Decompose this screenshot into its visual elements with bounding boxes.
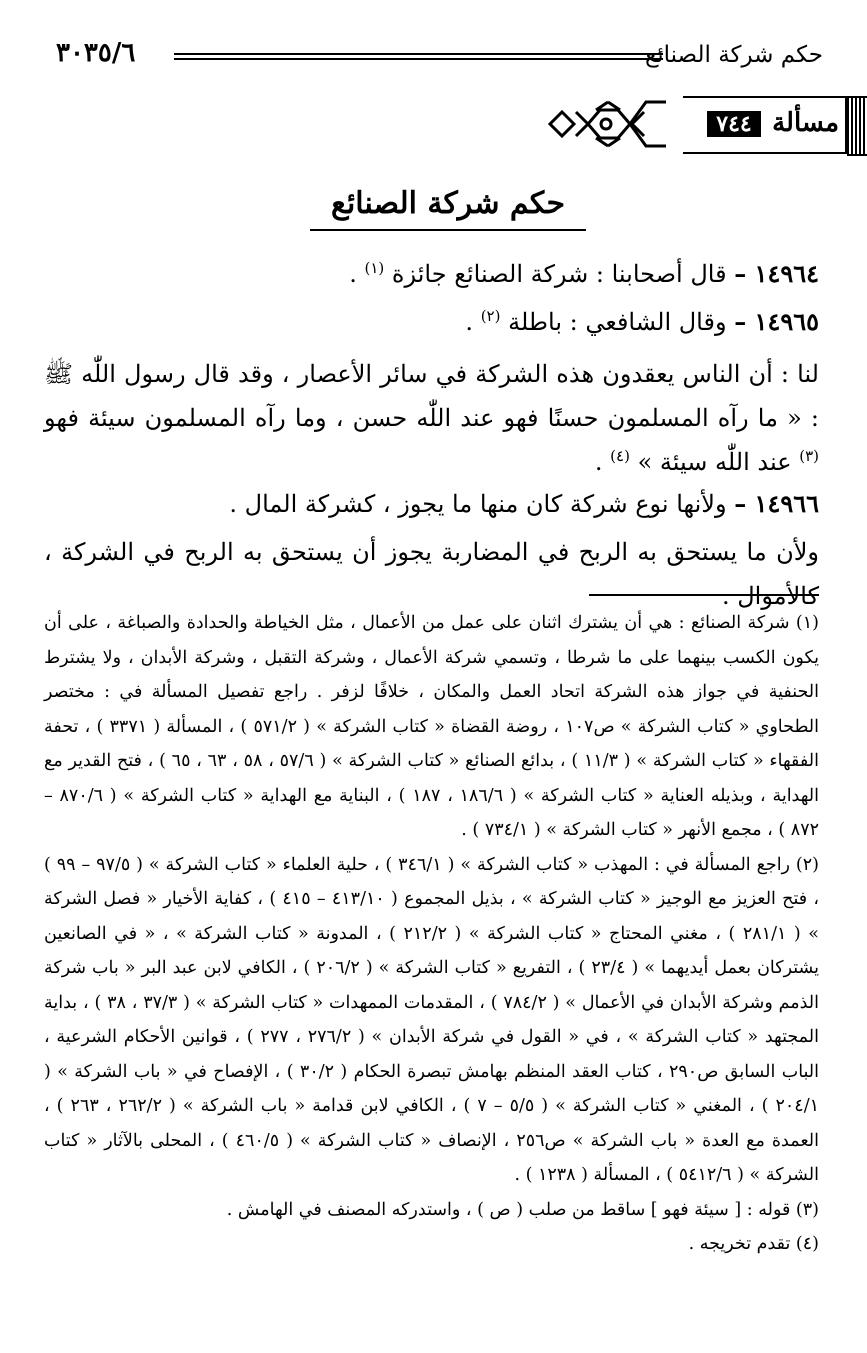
paragraph-text: ولأن ما يستحق به الربح في المضاربة يجوز أن يستحق به الربح في الشركة ، كالأموال . [44, 538, 819, 610]
paragraph-number: ١٤٩٦٦ – [734, 489, 819, 518]
chapter-title: حكم شركة الصنائع [310, 186, 586, 231]
paragraph-text: وقال الشافعي : باطلة [508, 308, 735, 336]
paragraph-end: . [594, 448, 611, 476]
paragraph-text: ولأنها نوع شركة كان منها ما يجوز ، كشركة المال . [229, 490, 735, 518]
running-title: حكم شركة الصنائع [644, 42, 823, 68]
paragraph-14966 [44, 482, 819, 526]
footnotes [44, 606, 819, 1262]
banner-box [683, 96, 847, 154]
issue-banner [548, 96, 867, 154]
paragraph-profit [44, 530, 819, 618]
issue-label: مسألة [772, 108, 839, 138]
header-rule [174, 53, 663, 60]
paragraph-14965 [44, 300, 819, 344]
paragraph-number: ١٤٩٦٤ – [734, 259, 819, 288]
paragraph-text: لنا : أن الناس يعقدون هذه الشركة في سائر الأعصار ، وقد قال رسول اللّٰه ﷺ : « ما رآه المسلمون حسنًا فهو عند اللّٰه حسن ، وما رآه المسلمون سيئة فهو [44, 360, 819, 432]
footnote-3: (٣) قوله : [ سيئة فهو ] ساقط من صلب ( ص ) ، واستدركه المصنف في الهامش . [226, 1199, 819, 1220]
issue-number: ٧٤٤ [707, 111, 761, 137]
footnote-ref-1: (١) [364, 259, 385, 277]
paragraph-end: . [465, 308, 481, 336]
footnote-2: (٢) راجع المسألة في : المهذب « كتاب الشركة » ( ٣٤٦/١ ) ، حلية العلماء « كتاب الشركة » ( ٩٧/٥ – ٩٩ ) ، فتح العزيز مع الوجيز « كتاب الشركة » ، بذيل المجموع ( ٤١٣/١٠ – ٤١٥ ) ، كفاية الأخيار « فصل الشركة » ( ٢٨١/١ ) ، مغني المحتاج « كتاب الشركة » ( ٢١٢/٢ ) ، المدونة « كتاب الشركة » ، « في الصانعين يشتركان بعمل أيديهما » ( ٢٣/٤ ) ، التفريع « كتاب الشركة » ( ٢٠٦/٢ ) ، الكافي لابن عبد البر « باب شركة الذمم وشركة الأبدان في الأعمال » ( ٧٨٤/٢ ) ، المقدمات الممهدات « كتاب الشركة » ( ٣٧/٣ ، ٣٨ ) ، بداية المجتهد « كتاب الشركة » ، في « القول في شركة الأبدان » ( ٢٧٦/٢ ، ٢٧٧ ) ، قوانين الأحكام الشرعية ، الباب السابق ص٢٩٠ ، كتاب العقد المنظم بهامش تبصرة الحكام ( ٣٠/٢ ) ، الإفصاح في « باب الشركة » ( ٢٠٤/١ ) ، المغني « كتاب الشركة » ( ٥/٥ – ٧ ) ، الكافي لابن قدامة « باب الشركة » ( ٢٦٢/٢ ، ٢٦٣ ) ، العمدة مع العدة « باب الشركة » ص٢٥٦ ، الإنصاف « كتاب الشركة » ( ٤٦٠/٥ ) ، المحلى بالآثار « كتاب الشركة » ( ٥٤١٢/٦ ) ، المسألة ( ١٢٣٨ ) . [44, 854, 819, 1185]
paragraph-number: ١٤٩٦٥ – [734, 307, 819, 336]
footnote-ref-2: (٢) [480, 307, 501, 325]
paragraph-argument [44, 352, 819, 484]
paragraph-end: . [349, 260, 365, 288]
footnote-1: (١) شركة الصنائع : هي أن يشترك اثنان على عمل من الأعمال ، مثل الخياطة والحدادة والصباغة ، على أن يكون الكسب بينهما على ما شرطا ، وتسمي شركة الأعمال ، وشركة التقبل ، وشركة الأبدان ، ولا يشترط الحنفية في جواز هذه الشركة اتحاد العمل والمكان ، خلافًا لزفر . راجع تفصيل المسألة في : مختصر الطحاوي « كتاب الشركة » ص١٠٧ ، روضة القضاة « كتاب الشركة » ( ٥٧١/٢ ) ، المسألة ( ٣٣٧١ ) ، تحفة الفقهاء « كتاب الشركة » ( ١١/٣ ) ، بدائع الصنائع « كتاب الشركة » ( ٥٧/٦ ، ٥٨ ، ٦٣ ، ٦٥ ) ، فتح القدير مع الهداية ، وبذيله العناية « كتاب الشركة » ( ١٨٦/٦ ، ١٨٧ ) ، البناية مع الهداية « كتاب الشركة » ( ٨٧٠/٦ – ٨٧٢ ) ، مجمع الأنهر « كتاب الشركة » ( ٧٣٤/١ ) . [44, 613, 820, 840]
banner-stripes [847, 96, 867, 156]
footnote-ref-4: (٤) [610, 447, 630, 465]
running-header [56, 38, 823, 78]
footnote-4: (٤) تقدم تخريجه . [688, 1234, 819, 1254]
paragraph-14964 [44, 252, 819, 296]
page-number: ٣٠٣٥/٦ [56, 38, 136, 68]
ornament-icon [548, 98, 668, 150]
footnote-ref-3: (٣) [799, 447, 819, 465]
footnote-separator [589, 594, 819, 596]
paragraph-text: قال أصحابنا : شركة الصنائع جائزة [391, 260, 735, 288]
paragraph-text-cont: عند اللّٰه سيئة » [637, 448, 800, 476]
